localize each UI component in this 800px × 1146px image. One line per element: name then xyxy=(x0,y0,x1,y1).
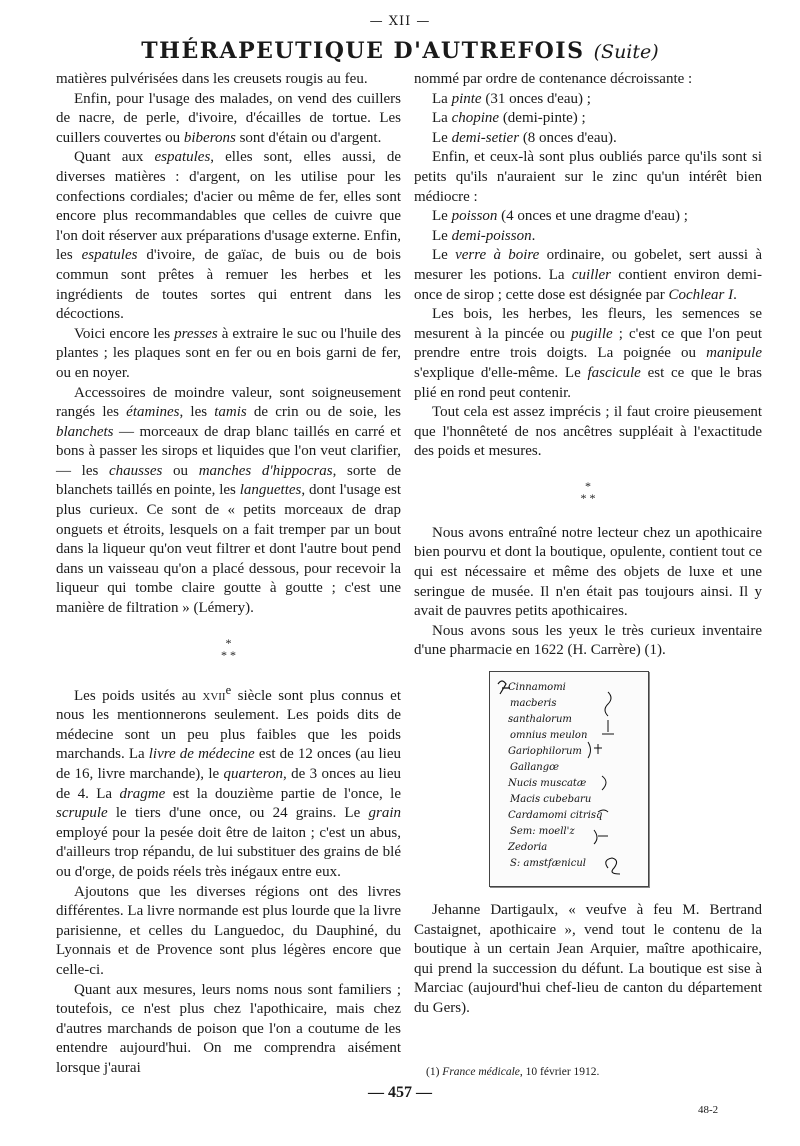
paragraph: Les poids usités au xvii$^e$ siècle sont plus connus et nous les mentionnerons seulement. Les poids dits de médecine sont un peu plus faibles que les poids marchands. La livre de médecine est de 12 onces (au lieu de 16, livre marchande), le quarteron, de 3 onces au lieu de 4. La dragme est la douzième partie de l'once, le scrupule le tiers d'une once, ou 24 grains. Le grain employé pour la pesée doit être de laiton ; c'est un abus, d'ailleurs trop répandu, de lui substituer des grains de blé ou d'orge, de poids réels très inégaux entre eux. xyxy=(56,682,401,880)
footnote: (1) France médicale, 10 février 1912. xyxy=(426,1066,600,1078)
page-roman-numeral: — XII — xyxy=(369,14,431,29)
manuscript-line: Gallangœ xyxy=(510,762,560,774)
list-item: Le demi-setier (8 onces d'eau). xyxy=(432,129,617,146)
manuscript-line: Nucis muscatæ xyxy=(508,778,587,790)
manuscript-inventory-image xyxy=(489,671,649,887)
manuscript-line: macberis xyxy=(510,698,557,710)
asterism-divider: * * * xyxy=(580,478,596,505)
paragraph: Accessoires de moindre valeur, sont soigneusement rangés les étamines, les tamis de crin ou de soie, les blanchets — morceaux de drap blanc taillés en carré et bons à passer les sirops et liquides que l'on veut clarifier, — les chausses ou manches d'hippocras, sorte de blanchets taillés en pointe, les languettes, dont l'usage est plus curieux. Ce sont de « petits morceaux de drap onguets et étroits, lesquels on a fait tremper par un bout dans la liqueur qu'on veut filtrer et dont l'autre bout pend dans un vaisseau qu'on a placé dessous, pour recevoir la liqueur qui tombe claire goutte à goutte ; c'est une manière de filtration » (Lémery). xyxy=(56,384,402,617)
manuscript-line: Macis cubebaru xyxy=(510,794,592,806)
paragraph: Quant aux espatules, elles sont, elles aussi, de diverses matières : d'argent, on les utilise pour les confections cordiales; d'acier ou même de fer, elles sont encore plus recommandables que celles de cuivre que l'on doit réserver aux préparations d'usage externe. Enfin, les espatules d'ivoire, de gaïac, de buis ou de bois commun sont prêtes à remuer les herbes et les ingrédients de toutes sortes qui entrent dans les décoctions. xyxy=(56,149,401,323)
paragraph: Quant aux mesures, leurs noms nous sont familiers ; toutefois, ce n'est plus chez l'apothicaire, mais chez d'autres marchands de poison que l'on a coutume de les entendre aujourd'hui. On me comprendra aisément lorsque j'aurai xyxy=(56,981,401,1076)
paragraph: Ajoutons que les diverses régions ont des livres différentes. La livre normande est plus lourde que la livre parisienne, et celles du Languedoc, du Dauphiné, du Lyonnais et de Provence sont plus légères encore que celle-ci. xyxy=(56,883,401,978)
paragraph: Le verre à boire ordinaire, ou gobelet, sert aussi à mesurer les potions. La cuiller contient environ demi-once de sirop ; cette dose est désignée par Cochlear I. xyxy=(414,247,763,303)
paragraph: Nous avons entraîné notre lecteur chez un apothicaire bien pourvu et dont la boutique, opulente, contient tout ce qui est nécessaire et même des objets de luxe et une seringue de musée. Il n'en était pas toujours ainsi. Il y avait de pauvres petits apothicaires. xyxy=(414,524,762,620)
manuscript-line: santhalorum xyxy=(508,714,572,726)
manuscript-line: Sem: moell'z xyxy=(510,826,575,838)
page-title xyxy=(0,38,800,64)
paragraph: Jehanne Dartigaulx, « veufve à feu M. Bertrand Castaignet, apothicaire », vend tout le contenu de la boutique à un certain Jean Arquier, maître apothicaire, qui prend la succession du défunt. La boutique est sise à Marciac (aujourd'hui chef-lieu de canton du département du Gers). xyxy=(414,902,762,1016)
paragraph: Nous avons sous les yeux le très curieux inventaire d'une pharmacie en 1622 (H. Carrère) (1). xyxy=(414,622,762,659)
page-number: — 457 — xyxy=(368,1084,432,1101)
title-suite: (Suite) xyxy=(593,41,659,63)
paragraph: Tout cela est assez imprécis ; il faut croire pieusement que l'honnêteté de nos ancêtres suppléait à l'exactitude des poids et mesures. xyxy=(414,404,762,460)
paragraph: nommé par ordre de contenance décroissante : xyxy=(414,71,693,87)
manuscript-line: omnius meulon xyxy=(510,730,588,742)
manuscript-line: S: amstfænicul xyxy=(510,858,586,870)
list-item: Le poisson (4 onces et une dragme d'eau) ; xyxy=(432,208,688,225)
manuscript-line: Cinnamomi xyxy=(508,682,566,694)
paragraph: Enfin, et ceux-là sont plus oubliés parce qu'ils sont si petits qu'ils n'auraient sur le zinc qu'un intérêt bien médiocre : xyxy=(414,149,762,205)
list-item: Le demi-poisson. xyxy=(432,227,536,244)
manuscript-line: Cardamomi citrisq xyxy=(508,810,603,822)
left-column xyxy=(56,70,401,1079)
list-item: La pinte (31 onces d'eau) ; xyxy=(432,90,591,107)
paragraph: Voici encore les presses à extraire le suc ou l'huile des plantes ; les plaques sont en fer ou en bois garni de fer, ou en noyer. xyxy=(56,325,401,381)
asterism-divider: * * * xyxy=(221,635,236,662)
right-column xyxy=(414,70,762,1019)
paragraph: Les bois, les herbes, les fleurs, les semences se mesurent à la pincée ou pugille ; c'est ce que l'on peut prendre entre trois doigts. La poignée ou manipule s'explique d'elle-même. Le fascicule est ce que le bras plié en rond peut contenir. xyxy=(414,306,762,401)
list-item: La chopine (demi-pinte) ; xyxy=(432,110,586,127)
manuscript-line: Gariophilorum xyxy=(508,746,582,758)
title-main: THÉRAPEUTIQUE D'AUTREFOIS xyxy=(141,38,585,64)
manuscript-line: Zedoria xyxy=(508,842,548,854)
corner-mark: 48-2 xyxy=(698,1104,719,1116)
paragraph: Enfin, pour l'usage des malades, on vend des cuillers de nacre, de perle, d'ivoire, d'écailles de tortue. Les cuillers couvertes ou biberons sont d'étain ou d'argent. xyxy=(56,90,401,146)
paragraph: matières pulvérisées dans les creusets rougis au feu. xyxy=(56,71,368,87)
